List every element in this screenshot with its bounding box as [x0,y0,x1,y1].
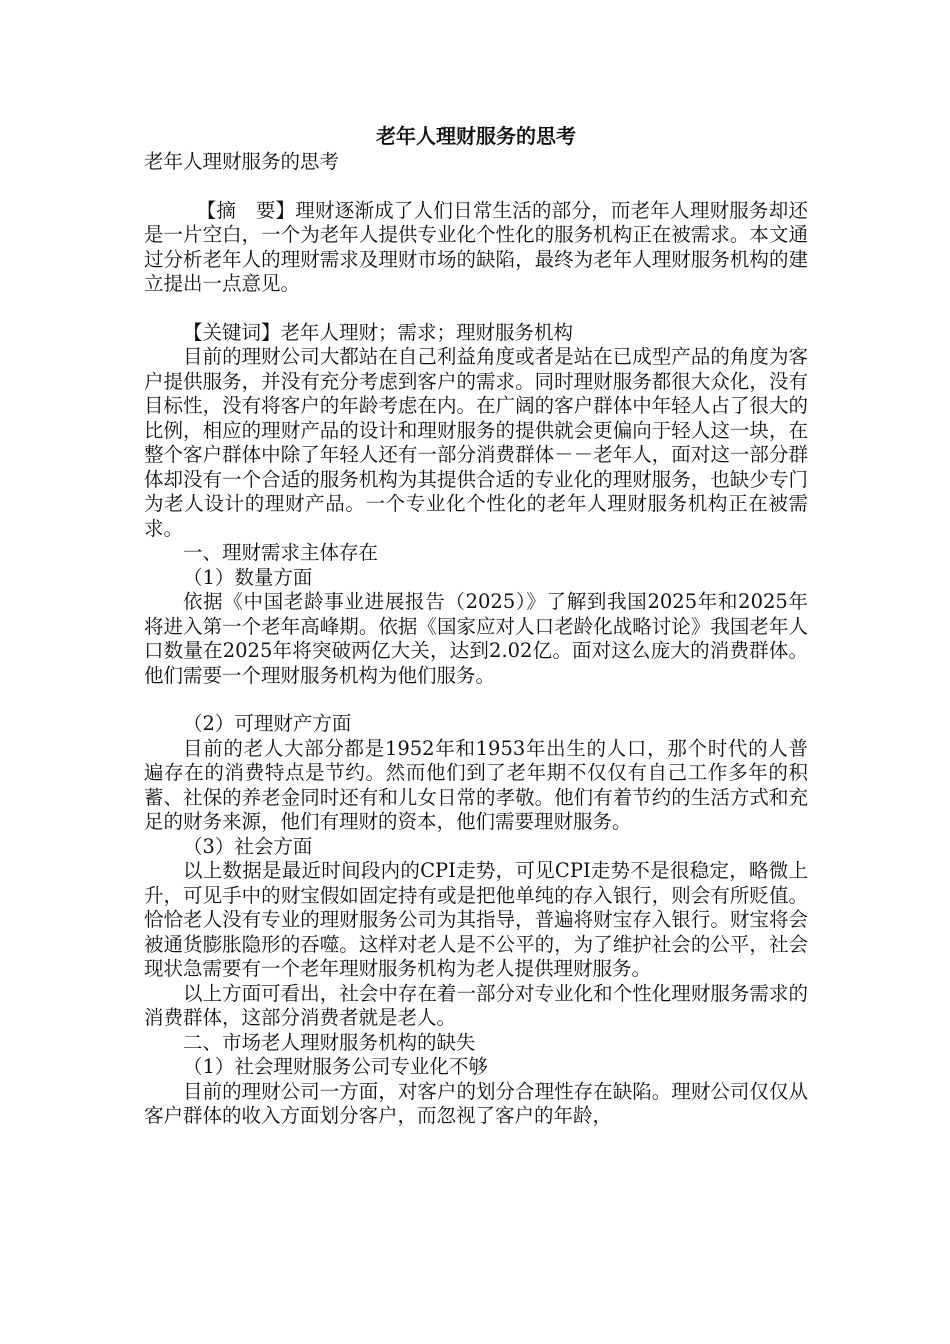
subheading-society: （3）社会方面 [183,834,313,858]
subheading-professionalism: （1）社会理财服务公司专业化不够 [183,1055,488,1078]
subheading-quantity: （1）数量方面 [183,565,313,589]
spacer [144,175,808,199]
document-body [144,122,808,1129]
paragraph-quantity: 依据《中国老龄事业进展报告（2025）》了解到我国2025年和2025年将进入第一个老年高峰期。依据《国家应对人口老龄化战略讨论》我国老年人口数量在2025年将突破两亿大关，达到2.02亿。面对这么庞大的消费群体。他们需要一个理财服务机构为他们服务。 [144,590,808,687]
spacer [144,688,808,712]
intro-paragraph: 目前的理财公司大都站在自己利益角度或者是站在已成型产品的角度为客户提供服务，并没有充分考虑到客户的需求。同时理财服务都很大众化，没有目标性，没有将客户的年龄考虑在内。在广阔的客户群体中年轻人占了很大的比例，相应的理财产品的设计和理财服务的提供就会更偏向于轻人这一块，在整个客户群体中除了年轻人还有一部分消费群体－－老年人，面对这一部分群体却没有一个合适的服务机构为其提供合适的专业化的理财服务，也缺少专门为老人设计的理财产品。一个专业化个性化的老年人理财服务机构正在被需求。 [144,345,808,540]
paragraph-summary: 以上方面可看出，社会中存在着一部分对专业化和个性化理财服务需求的消费群体，这部分消费者就是老人。 [144,981,808,1029]
document-subtitle: 老年人理财服务的思考 [144,150,340,173]
paragraph-professionalism: 目前的理财公司一方面，对客户的划分合理性存在缺陷。理财公司仅仅从客户群体的收入方面划分客户，而忽视了客户的年龄， [144,1079,808,1127]
spacer [144,297,808,321]
abstract-paragraph: 【摘 要】理财逐渐成了人们日常生活的部分，而老年人理财服务却还是一片空白，一个为老年人提供专业化个性化的服务机构正在被需求。本文通过分析老年人的理财需求及理财市场的缺陷，最终为老年人理财服务机构的建立提出一点意见。 [144,198,808,295]
subheading-assets: （2）可理财产方面 [183,712,352,735]
document-title: 老年人理财服务的思考 [376,124,576,148]
keywords-line: 【关键词】老年人理财；需求；理财服务机构 [183,320,574,344]
paragraph-society: 以上数据是最近时间段内的CPI走势，可见CPI走势不是很稳定，略微上升，可见手中的财宝假如固定持有或是把他单纯的存入银行，则会有所贬值。恰恰老人没有专业的理财服务公司为其指导，普遍将财宝存入银行。财宝将会被通货膨胀隐形的吞噬。这样对老人是不公平的，为了维护社会的公平，社会现状急需要有一个老年理财服务机构为老人提供理财服务。 [144,859,808,980]
section-heading-1: 一、理财需求主体存在 [183,541,379,564]
paragraph-assets: 目前的老人大部分都是1952年和1953年出生的人口，那个时代的人普遍存在的消费特点是节约。然而他们到了老年期不仅仅有自己工作多年的积蓄、社保的养老金同时还有和儿女日常的孝敬。他们有着节约的生活方式和充足的财务来源，他们有理财的资本，他们需要理财服务。 [144,736,808,833]
section-heading-2: 二、市场老人理财服务机构的缺失 [183,1030,476,1054]
